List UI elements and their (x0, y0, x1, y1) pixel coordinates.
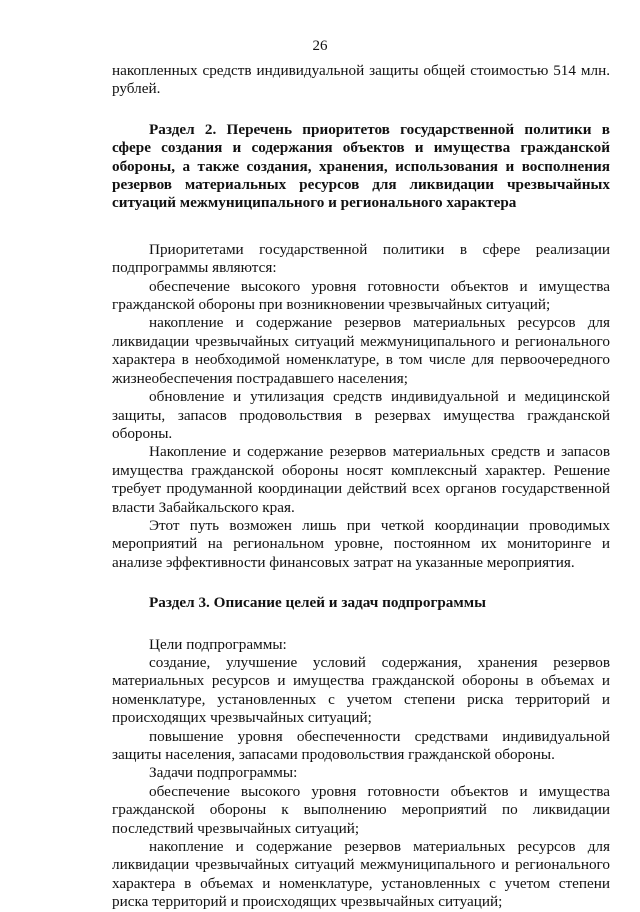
paragraph: создание, улучшение условий содержания, хранения резервов материальных ресурсов и имущества гражданской обороны в объемах и номенклатуре, установленных с учетом степени риска территорий и происходящих чрезвычайных ситуаций; (112, 653, 610, 727)
page-number: 26 (312, 38, 328, 54)
paragraph: обеспечение высокого уровня готовности объектов и имущества гражданской обороны к выполнению мероприятий по ликвидации последствий чрезвычайных ситуаций; (112, 782, 610, 837)
continuation-paragraph: накопленных средств индивидуальной защиты общей стоимостью 514 млн. рублей. (112, 62, 610, 98)
paragraph: Накопление и содержание резервов материальных средств и запасов имущества гражданской обороны носят комплексный характер. Решение требует продуманной координации действий всех органов государственной власти Забайкальского края. (112, 443, 610, 516)
paragraph: Задачи подпрограммы: (149, 764, 298, 782)
section-2-heading: Раздел 2. Перечень приоритетов государственной политики в сфере создания и содержания объектов и имущества гражданской обороны, а также создания, хранения, использования и восполнения резервов материальных ресурсов для ликвидации чрезвычайных ситуаций межмуниципального и регионального характера (112, 120, 610, 212)
paragraph: повышение уровня обеспеченности средствами индивидуальной защиты населения, запасами продовольствия гражданской обороны. (112, 727, 610, 763)
paragraph: Цели подпрограммы: (149, 635, 287, 653)
paragraph: накопление и содержание резервов материальных ресурсов для ликвидации чрезвычайных ситуаций межмуниципального и регионального характера в объемах и номенклатуре, установленных с учетом степени риска территорий и происходящих чрезвычайных ситуаций; (112, 838, 610, 911)
paragraph: Этот путь возможен лишь при четкой координации проводимых мероприятий на региональном уровне, постоянном их мониторинге и анализе эффективности финансовых затрат на указанные мероприятия. (112, 516, 610, 571)
document-body (112, 62, 610, 912)
paragraph: Приоритетами государственной политики в сфере реализации подпрограммы являются: (112, 240, 610, 277)
paragraph: обеспечение высокого уровня готовности объектов и имущества гражданской обороны при возникновении чрезвычайных ситуаций; (112, 277, 610, 314)
section-3-heading: Раздел 3. Описание целей и задач подпрограммы (149, 594, 486, 612)
paragraph: обновление и утилизация средств индивидуальной и медицинской защиты, запасов продовольствия в резервах имущества гражданской обороны. (112, 388, 610, 442)
paragraph: накопление и содержание резервов материальных ресурсов для ликвидации чрезвычайных ситуаций межмуниципального и регионального характера в необходимой номенклатуре, в том числе для первоочередного жизнеобеспечения пострадавшего населения; (112, 314, 610, 387)
